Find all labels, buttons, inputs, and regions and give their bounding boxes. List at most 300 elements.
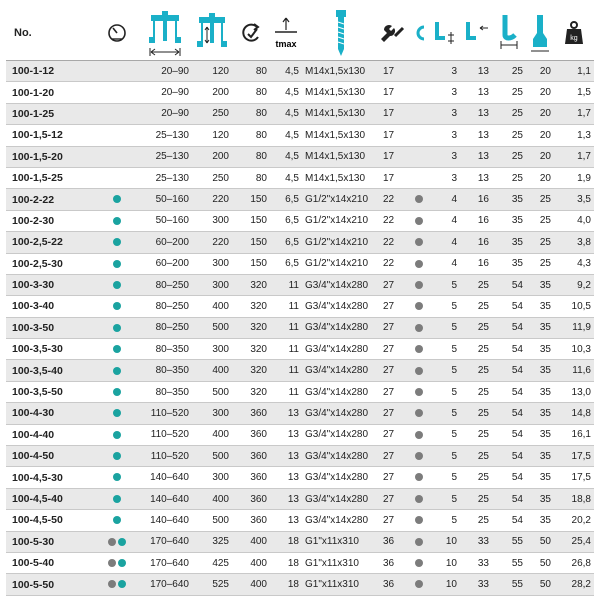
force-value: 150 xyxy=(232,253,270,274)
grey-dot-icon xyxy=(415,431,423,439)
weight-kg: 3,8 xyxy=(554,232,594,253)
teal-dot-icon xyxy=(113,195,121,203)
force-value: 320 xyxy=(232,339,270,360)
table-header-row xyxy=(6,5,594,61)
reach-depth: 500 xyxy=(192,381,232,402)
jaw-foot-width: 55 xyxy=(492,574,526,595)
teal-dot-icon xyxy=(113,217,121,225)
spindle-spec: G3/4"x14x280 xyxy=(302,403,380,424)
wrench-size: 36 xyxy=(380,552,408,573)
jaw-foot-span: 25 xyxy=(526,189,554,210)
jaw-thickness: 3 xyxy=(430,167,460,188)
wrench-size: 17 xyxy=(380,167,408,188)
force-value: 320 xyxy=(232,360,270,381)
teal-dot-icon xyxy=(113,281,121,289)
jaw-thickness: 5 xyxy=(430,488,460,509)
teal-dot-icon xyxy=(113,452,121,460)
availability-dots xyxy=(96,467,138,488)
product-number: 100-4-40 xyxy=(6,424,96,445)
jaw-foot-span: 35 xyxy=(526,381,554,402)
teal-dot-icon xyxy=(113,473,121,481)
table-row xyxy=(6,446,594,467)
wrench-size: 17 xyxy=(380,82,408,103)
wrench-size: 27 xyxy=(380,446,408,467)
span-range: 80–250 xyxy=(138,296,192,317)
jaw-gap: 33 xyxy=(460,574,492,595)
force-value: 80 xyxy=(232,61,270,82)
spindle-icon xyxy=(302,5,380,61)
wrench-size: 27 xyxy=(380,360,408,381)
product-number: 100-3-30 xyxy=(6,274,96,295)
force-value: 80 xyxy=(232,146,270,167)
weight-kg: 4,0 xyxy=(554,210,594,231)
jaw-foot-width: 54 xyxy=(492,274,526,295)
product-number: 100-3,5-30 xyxy=(6,339,96,360)
wrench-size: 36 xyxy=(380,574,408,595)
tmax-value: 11 xyxy=(270,339,302,360)
spindle-spec: G3/4"x14x280 xyxy=(302,296,380,317)
grey-dot-icon xyxy=(415,538,423,546)
jaw-gap: 33 xyxy=(460,552,492,573)
teal-dot-icon xyxy=(113,431,121,439)
availability-dots xyxy=(96,296,138,317)
availability-dots xyxy=(96,82,138,103)
span-range: 110–520 xyxy=(138,424,192,445)
jaw-thickness: 5 xyxy=(430,424,460,445)
wrench-size: 27 xyxy=(380,274,408,295)
jaw-foot-width: 35 xyxy=(492,253,526,274)
product-number: 100-5-30 xyxy=(6,531,96,552)
weight-kg: 1,1 xyxy=(554,61,594,82)
jaw-foot-span: 35 xyxy=(526,339,554,360)
product-number: 100-1,5-12 xyxy=(6,125,96,146)
grey-dot-icon xyxy=(415,559,423,567)
spindle-spec: M14x1,5x130 xyxy=(302,82,380,103)
table-row xyxy=(6,531,594,552)
span-range: 80–350 xyxy=(138,339,192,360)
grey-dot-icon xyxy=(415,388,423,396)
wrench-size: 27 xyxy=(380,381,408,402)
spindle-spec: G1"x11x310 xyxy=(302,531,380,552)
spec-table-wrapper xyxy=(6,5,594,596)
grey-dot-icon xyxy=(108,559,116,567)
table-row xyxy=(6,339,594,360)
table-row xyxy=(6,146,594,167)
tmax-value: 13 xyxy=(270,467,302,488)
grey-dot-icon xyxy=(108,538,116,546)
tmax-value: 13 xyxy=(270,403,302,424)
jaw-thickness: 10 xyxy=(430,552,460,573)
tmax-value: 11 xyxy=(270,360,302,381)
grey-dot-icon xyxy=(415,367,423,375)
jaw-thickness: 3 xyxy=(430,61,460,82)
tmax-value: 4,5 xyxy=(270,103,302,124)
tmax-value: 11 xyxy=(270,317,302,338)
wrench-size: 17 xyxy=(380,103,408,124)
tmax-value: 13 xyxy=(270,424,302,445)
force-value: 360 xyxy=(232,510,270,531)
span-range: 60–200 xyxy=(138,232,192,253)
weight-kg: 10,3 xyxy=(554,339,594,360)
jaw-thickness: 5 xyxy=(430,510,460,531)
jaw-dot xyxy=(408,232,430,253)
table-row xyxy=(6,488,594,509)
weight-kg: 17,5 xyxy=(554,467,594,488)
availability-dots xyxy=(96,317,138,338)
jaw-dot xyxy=(408,296,430,317)
reach-depth: 300 xyxy=(192,403,232,424)
span-range: 80–250 xyxy=(138,317,192,338)
reach-depth: 300 xyxy=(192,210,232,231)
weight-kg: 1,7 xyxy=(554,103,594,124)
availability-dots xyxy=(96,381,138,402)
jaw-thickness: 10 xyxy=(430,531,460,552)
force-value: 360 xyxy=(232,424,270,445)
teal-dot-icon xyxy=(113,238,121,246)
jaw-thickness: 5 xyxy=(430,403,460,424)
jaw-gap: 13 xyxy=(460,125,492,146)
tmax-value: 6,5 xyxy=(270,210,302,231)
jaw-thickness: 3 xyxy=(430,146,460,167)
spindle-spec: G3/4"x14x280 xyxy=(302,424,380,445)
force-value: 400 xyxy=(232,552,270,573)
wrench-icon xyxy=(380,5,408,61)
wrench-size: 27 xyxy=(380,467,408,488)
tmax-value: 6,5 xyxy=(270,232,302,253)
jaw-foot-span: 35 xyxy=(526,510,554,531)
product-number: 100-1-25 xyxy=(6,103,96,124)
span-range: 50–160 xyxy=(138,210,192,231)
product-number: 100-2-22 xyxy=(6,189,96,210)
jaw-foot-width: 54 xyxy=(492,317,526,338)
jaw-foot-width: 35 xyxy=(492,189,526,210)
wrench-size: 17 xyxy=(380,146,408,167)
spindle-spec: G1/2"x14x210 xyxy=(302,253,380,274)
product-number: 100-1,5-25 xyxy=(6,167,96,188)
grey-dot-icon xyxy=(415,495,423,503)
wrench-size: 27 xyxy=(380,339,408,360)
product-number: 100-1-20 xyxy=(6,82,96,103)
teal-dot-icon xyxy=(113,516,121,524)
table-row xyxy=(6,296,594,317)
tmax-value: 13 xyxy=(270,488,302,509)
jaw-c-icon xyxy=(408,5,430,61)
span-range: 170–640 xyxy=(138,574,192,595)
jaw-foot-width: 54 xyxy=(492,296,526,317)
jaw-foot-span: 35 xyxy=(526,446,554,467)
jaw-foot-width: 54 xyxy=(492,510,526,531)
availability-dots xyxy=(96,403,138,424)
jaw-gap: 16 xyxy=(460,210,492,231)
grey-dot-icon xyxy=(415,281,423,289)
product-number: 100-4-50 xyxy=(6,446,96,467)
table-row xyxy=(6,103,594,124)
grey-dot-icon xyxy=(415,195,423,203)
table-row xyxy=(6,552,594,573)
tmax-value: 11 xyxy=(270,381,302,402)
wrench-size: 27 xyxy=(380,424,408,445)
spindle-spec: M14x1,5x130 xyxy=(302,167,380,188)
spindle-spec: G3/4"x14x280 xyxy=(302,488,380,509)
jaw-foot-span: 20 xyxy=(526,125,554,146)
jaw-thickness-icon xyxy=(430,5,460,61)
jaw-dot xyxy=(408,339,430,360)
force-value: 80 xyxy=(232,103,270,124)
jaw-thickness: 5 xyxy=(430,339,460,360)
jaw-dot xyxy=(408,381,430,402)
table-row xyxy=(6,232,594,253)
jaw-gap: 13 xyxy=(460,82,492,103)
wrench-size: 22 xyxy=(380,210,408,231)
weight-kg: 9,2 xyxy=(554,274,594,295)
teal-dot-icon xyxy=(113,260,121,268)
force-value: 150 xyxy=(232,210,270,231)
span-range: 140–640 xyxy=(138,488,192,509)
tmax-value: 13 xyxy=(270,510,302,531)
availability-dots xyxy=(96,274,138,295)
jaw-dot xyxy=(408,552,430,573)
teal-dot-icon xyxy=(113,388,121,396)
product-number: 100-2,5-22 xyxy=(6,232,96,253)
header-no-label: No. xyxy=(6,5,96,61)
force-value: 320 xyxy=(232,317,270,338)
force-value: 360 xyxy=(232,403,270,424)
jaw-foot-width: 54 xyxy=(492,403,526,424)
jaw-thickness: 5 xyxy=(430,467,460,488)
jaw-foot-width: 55 xyxy=(492,552,526,573)
weight-kg: 1,7 xyxy=(554,146,594,167)
jaw-dot xyxy=(408,146,430,167)
weight-kg: 10,5 xyxy=(554,296,594,317)
jaw-dot xyxy=(408,61,430,82)
jaw-foot-width: 54 xyxy=(492,467,526,488)
jaw-thickness: 4 xyxy=(430,189,460,210)
weight-kg: 26,8 xyxy=(554,552,594,573)
jaw-thickness: 5 xyxy=(430,360,460,381)
table-row xyxy=(6,574,594,595)
table-row xyxy=(6,253,594,274)
spindle-spec: G3/4"x14x280 xyxy=(302,381,380,402)
tmax-value: 11 xyxy=(270,296,302,317)
weight-kg: 13,0 xyxy=(554,381,594,402)
availability-dots xyxy=(96,424,138,445)
reach-depth: 220 xyxy=(192,189,232,210)
jaw-thickness: 5 xyxy=(430,317,460,338)
jaw-foot-width: 54 xyxy=(492,424,526,445)
jaw-foot-width: 54 xyxy=(492,446,526,467)
availability-dots xyxy=(96,339,138,360)
tmax-value: 4,5 xyxy=(270,146,302,167)
product-number: 100-3,5-50 xyxy=(6,381,96,402)
span-range: 110–520 xyxy=(138,446,192,467)
grey-dot-icon xyxy=(415,473,423,481)
table-row xyxy=(6,424,594,445)
jaw-gap: 25 xyxy=(460,274,492,295)
product-number: 100-4-30 xyxy=(6,403,96,424)
reach-depth: 400 xyxy=(192,488,232,509)
table-row xyxy=(6,381,594,402)
table-row xyxy=(6,317,594,338)
force-value: 80 xyxy=(232,167,270,188)
jaw-dot xyxy=(408,317,430,338)
spindle-spec: G3/4"x14x280 xyxy=(302,467,380,488)
grey-dot-icon xyxy=(415,217,423,225)
product-number: 100-4,5-50 xyxy=(6,510,96,531)
jaw-foot-width-icon xyxy=(492,5,526,61)
jaw-gap: 25 xyxy=(460,446,492,467)
jaw-thickness: 5 xyxy=(430,274,460,295)
grey-dot-icon xyxy=(415,302,423,310)
jaw-foot-span: 50 xyxy=(526,574,554,595)
spindle-spec: G3/4"x14x280 xyxy=(302,274,380,295)
tmax-value: 6,5 xyxy=(270,189,302,210)
jaw-gap: 25 xyxy=(460,467,492,488)
jaw-dot xyxy=(408,210,430,231)
weight-kg: 20,2 xyxy=(554,510,594,531)
spindle-spec: G1"x11x310 xyxy=(302,574,380,595)
tmax-value: 4,5 xyxy=(270,61,302,82)
reach-depth: 300 xyxy=(192,339,232,360)
availability-dots xyxy=(96,552,138,573)
jaw-dot xyxy=(408,82,430,103)
jaw-dot xyxy=(408,125,430,146)
jaw-foot-width: 54 xyxy=(492,488,526,509)
teal-dot-icon xyxy=(113,367,121,375)
span-range: 20–90 xyxy=(138,82,192,103)
spindle-spec: M14x1,5x130 xyxy=(302,61,380,82)
teal-dot-icon xyxy=(113,495,121,503)
span-range: 80–350 xyxy=(138,381,192,402)
jaw-dot xyxy=(408,467,430,488)
teal-dot-icon xyxy=(118,538,126,546)
jaw-gap: 13 xyxy=(460,103,492,124)
jaw-foot-width: 35 xyxy=(492,232,526,253)
table-row xyxy=(6,189,594,210)
table-row xyxy=(6,82,594,103)
wrench-size: 27 xyxy=(380,317,408,338)
jaw-foot-width: 25 xyxy=(492,61,526,82)
reach-depth: 525 xyxy=(192,574,232,595)
weight-kg: 14,8 xyxy=(554,403,594,424)
jaw-foot-span: 35 xyxy=(526,296,554,317)
force-value: 150 xyxy=(232,232,270,253)
teal-dot-icon xyxy=(113,302,121,310)
teal-dot-icon xyxy=(113,345,121,353)
spindle-spec: G3/4"x14x280 xyxy=(302,339,380,360)
jaw-gap: 25 xyxy=(460,317,492,338)
jaw-gap: 13 xyxy=(460,167,492,188)
availability-dots xyxy=(96,360,138,381)
product-number: 100-1,5-20 xyxy=(6,146,96,167)
grey-dot-icon xyxy=(108,580,116,588)
table-row xyxy=(6,467,594,488)
wrench-size: 22 xyxy=(380,232,408,253)
tmax-value: 11 xyxy=(270,274,302,295)
wrench-size: 27 xyxy=(380,488,408,509)
jaw-thickness: 5 xyxy=(430,446,460,467)
jaw-foot-width: 25 xyxy=(492,167,526,188)
force-value: 80 xyxy=(232,125,270,146)
weight-kg: 16,1 xyxy=(554,424,594,445)
table-row xyxy=(6,403,594,424)
wrench-size: 22 xyxy=(380,253,408,274)
jaw-gap: 16 xyxy=(460,189,492,210)
table-row xyxy=(6,274,594,295)
product-number: 100-2-30 xyxy=(6,210,96,231)
weight-kg: 28,2 xyxy=(554,574,594,595)
jaw-foot-width: 25 xyxy=(492,103,526,124)
weight-kg: 11,9 xyxy=(554,317,594,338)
grey-dot-icon xyxy=(415,260,423,268)
jaw-gap: 25 xyxy=(460,381,492,402)
jaw-foot-span: 35 xyxy=(526,467,554,488)
jaw-foot-width: 54 xyxy=(492,339,526,360)
wrench-size: 22 xyxy=(380,189,408,210)
jaw-gap: 25 xyxy=(460,510,492,531)
weight-kg: 4,3 xyxy=(554,253,594,274)
weight-kg: 1,9 xyxy=(554,167,594,188)
jaw-foot-span: 25 xyxy=(526,253,554,274)
span-range: 80–250 xyxy=(138,274,192,295)
spindle-spec: G1/2"x14x210 xyxy=(302,232,380,253)
table-row xyxy=(6,125,594,146)
reach-depth: 500 xyxy=(192,317,232,338)
span-range: 140–640 xyxy=(138,467,192,488)
jaw-foot-span: 35 xyxy=(526,360,554,381)
force-value: 400 xyxy=(232,531,270,552)
availability-dots xyxy=(96,125,138,146)
reach-depth: 400 xyxy=(192,296,232,317)
span-range: 25–130 xyxy=(138,125,192,146)
max-thickness-icon xyxy=(270,5,302,61)
jaw-dot xyxy=(408,189,430,210)
wrench-size: 36 xyxy=(380,531,408,552)
jaw-foot-width: 54 xyxy=(492,360,526,381)
jaw-foot-span: 20 xyxy=(526,103,554,124)
tmax-value: 4,5 xyxy=(270,125,302,146)
wrench-size: 27 xyxy=(380,510,408,531)
product-number: 100-4,5-30 xyxy=(6,467,96,488)
spindle-spec: M14x1,5x130 xyxy=(302,103,380,124)
force-value: 320 xyxy=(232,381,270,402)
availability-dots xyxy=(96,510,138,531)
weight-kg: 1,5 xyxy=(554,82,594,103)
jaw-dot xyxy=(408,167,430,188)
jaw-foot-span: 20 xyxy=(526,146,554,167)
jaw-foot-width: 25 xyxy=(492,125,526,146)
wrench-size: 17 xyxy=(380,61,408,82)
jaw-thickness: 5 xyxy=(430,296,460,317)
availability-dots xyxy=(96,253,138,274)
svg-text:tmax: tmax xyxy=(275,38,297,49)
jaw-gap: 25 xyxy=(460,360,492,381)
tmax-value: 6,5 xyxy=(270,253,302,274)
jaw-foot-span: 35 xyxy=(526,424,554,445)
puller-two-jaw-width-icon xyxy=(138,5,192,61)
jaw-gap: 16 xyxy=(460,253,492,274)
jaw-foot-span: 25 xyxy=(526,210,554,231)
jaw-thickness: 4 xyxy=(430,210,460,231)
jaw-gap: 13 xyxy=(460,61,492,82)
product-number: 100-1-12 xyxy=(6,61,96,82)
span-range: 50–160 xyxy=(138,189,192,210)
weight-kg: 11,6 xyxy=(554,360,594,381)
jaw-dot xyxy=(408,103,430,124)
spindle-spec: M14x1,5x130 xyxy=(302,125,380,146)
tmax-value: 18 xyxy=(270,531,302,552)
reach-depth: 300 xyxy=(192,274,232,295)
teal-dot-icon xyxy=(118,559,126,567)
